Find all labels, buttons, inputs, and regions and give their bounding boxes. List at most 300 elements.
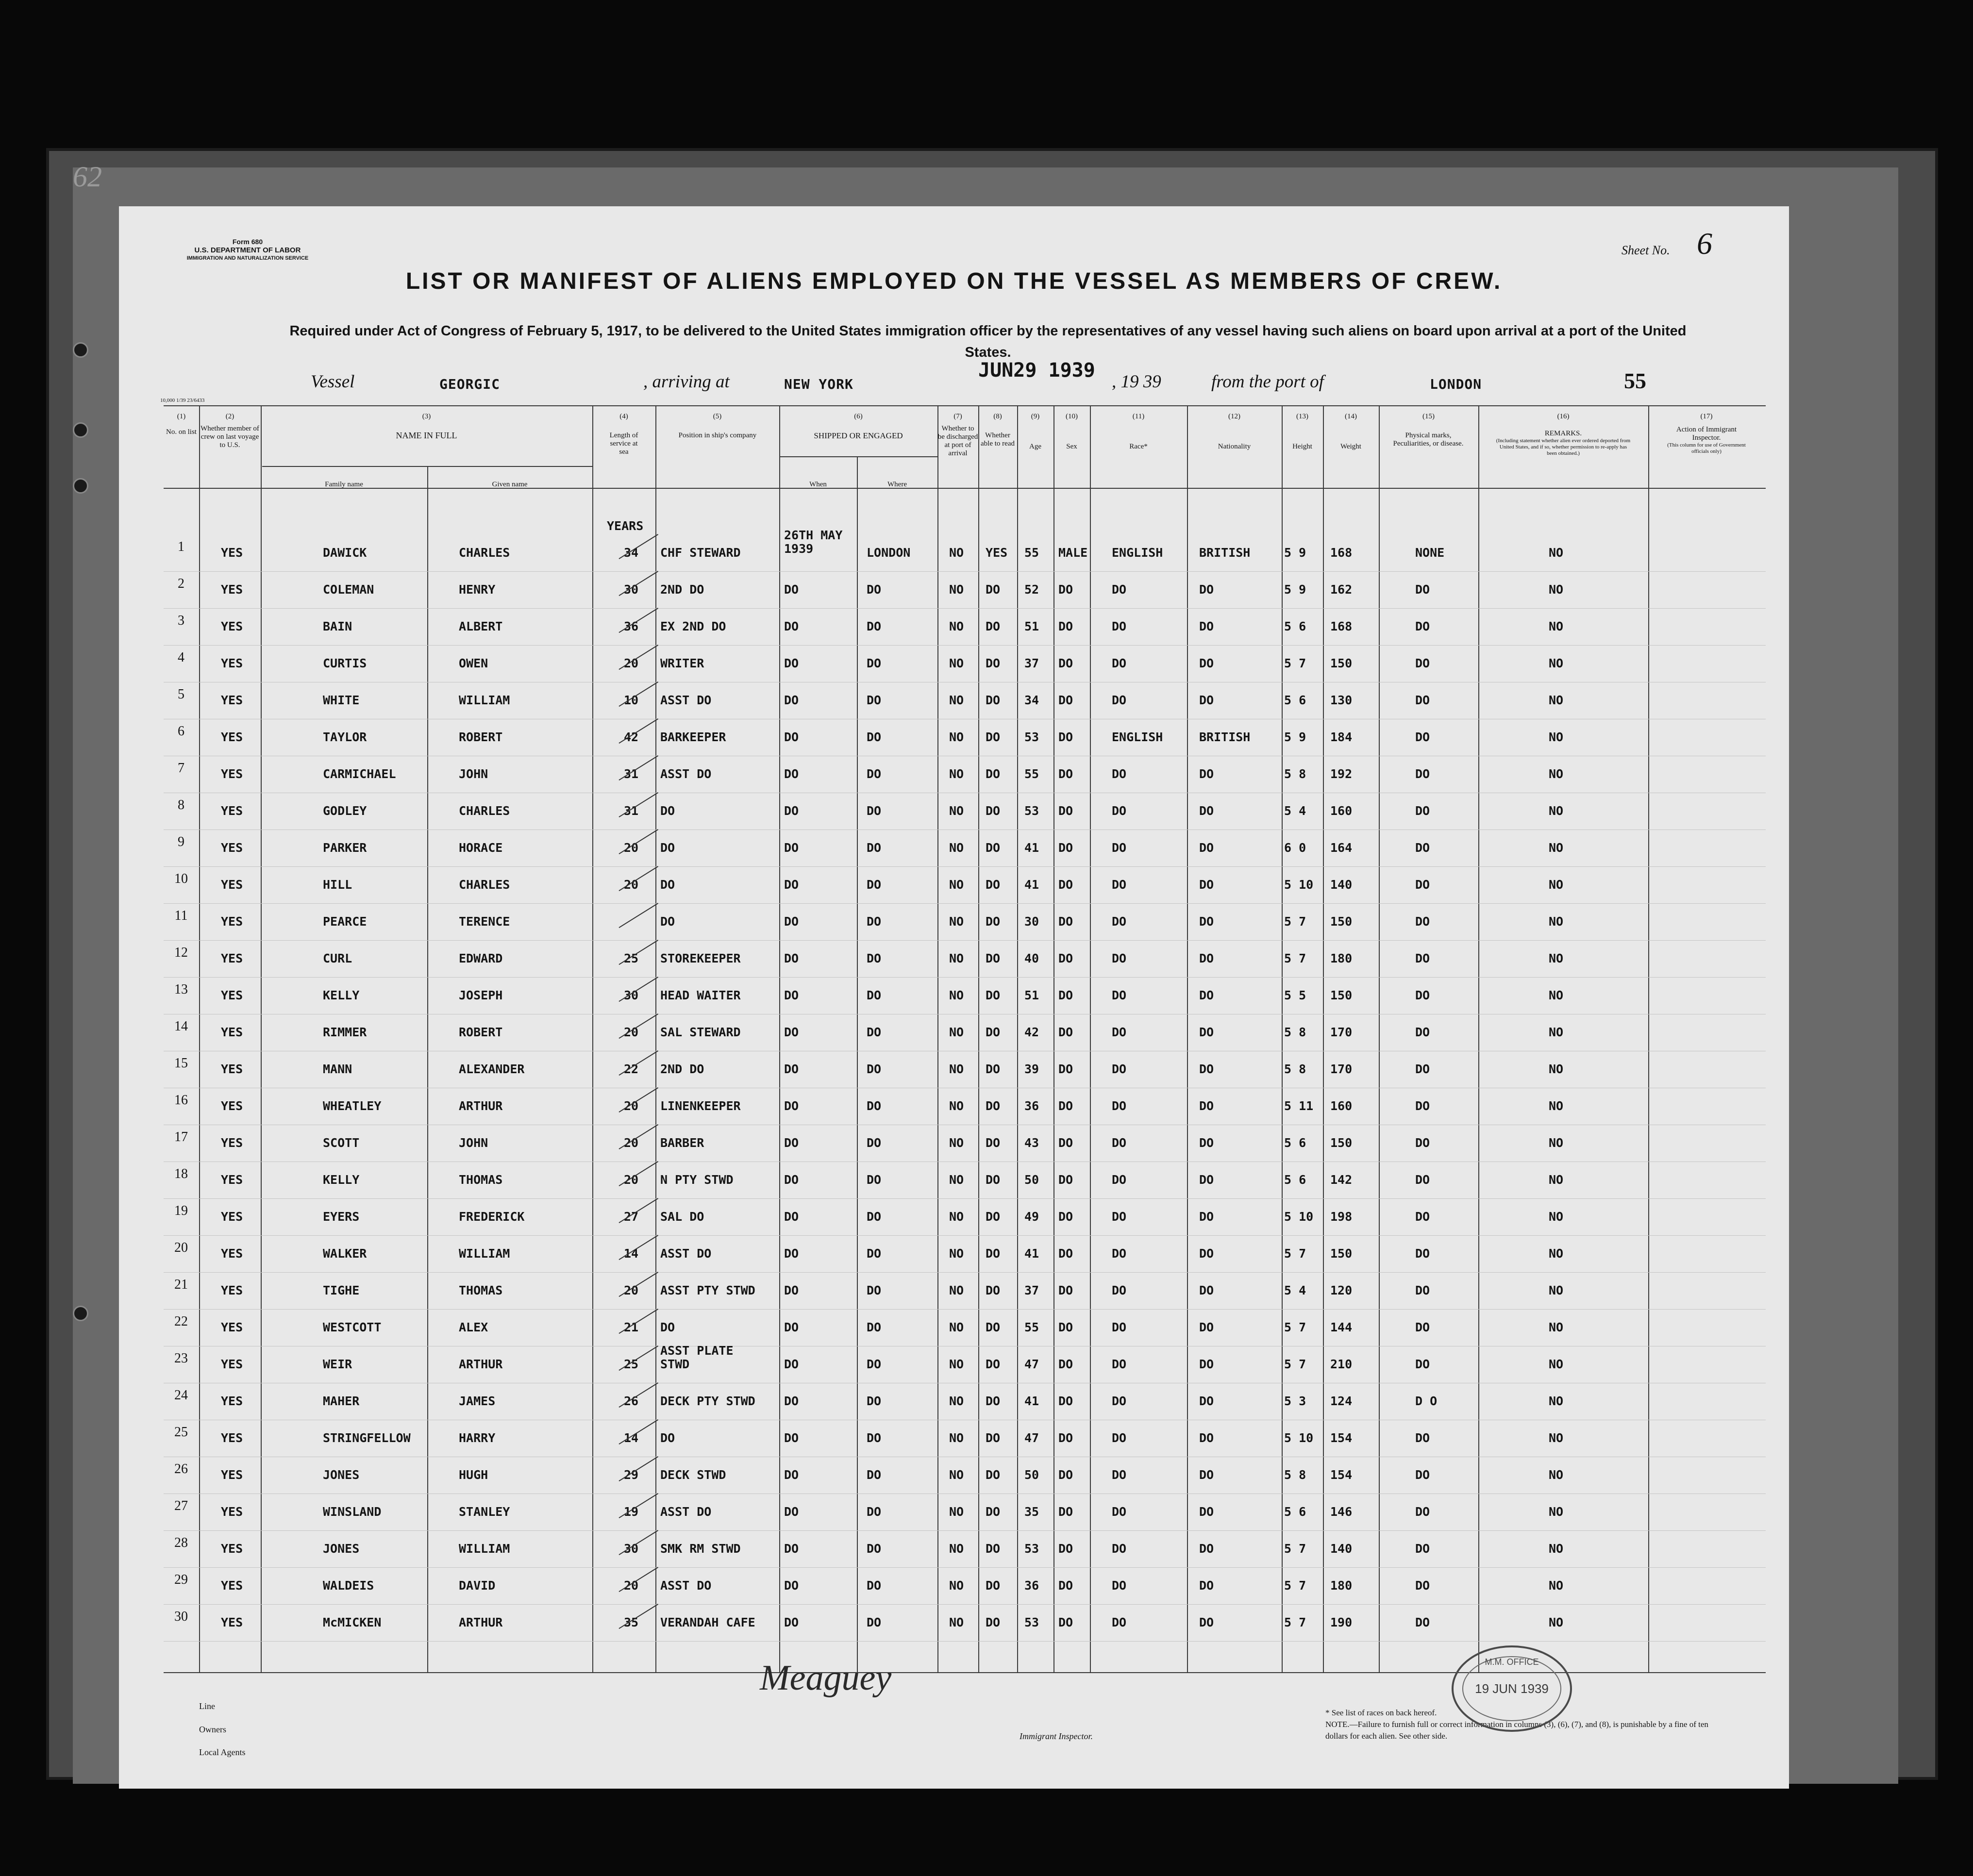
height-cell: 5 6 (1284, 619, 1306, 633)
form-id (184, 238, 311, 263)
given-name-cell: ALBERT (459, 619, 503, 633)
col3-header (261, 413, 592, 440)
service-length-cell: 30 (624, 1542, 639, 1556)
previous-voyage-cell: YES (221, 951, 243, 965)
service-length-cell: 31 (624, 767, 639, 781)
given-name-cell: FREDERICK (459, 1210, 525, 1224)
family-name-cell: TAYLOR (323, 730, 367, 744)
weight-cell: 168 (1330, 546, 1353, 560)
age-cell: 37 (1024, 656, 1039, 670)
position-cell: ASST PTY STWD (660, 1283, 755, 1297)
discharged-cell: NO (949, 804, 964, 818)
physical-marks-cell: DO (1415, 693, 1430, 707)
shipped-when-cell: DO (784, 1394, 799, 1408)
previous-voyage-cell: YES (221, 1062, 243, 1076)
family-name-cell: STRINGFELLOW (323, 1431, 411, 1445)
family-name-cell: PEARCE (323, 914, 367, 929)
remarks-cell: NO (1549, 1578, 1564, 1593)
previous-voyage-cell: YES (221, 1505, 243, 1519)
row-number: 15 (174, 1056, 188, 1071)
nationality-cell: DO (1199, 767, 1214, 781)
sex-cell: DO (1058, 804, 1073, 818)
able-to-read-cell: DO (986, 730, 1001, 744)
age-cell: 36 (1024, 1578, 1039, 1593)
previous-voyage-cell: YES (221, 656, 243, 670)
nationality-cell: DO (1199, 841, 1214, 855)
able-to-read-cell: DO (986, 951, 1001, 965)
physical-marks-cell: DO (1415, 1099, 1430, 1113)
position-cell: DO (660, 878, 675, 892)
office-stamp (1452, 1645, 1572, 1732)
position-cell: DO (660, 804, 675, 818)
height-cell: 5 8 (1284, 767, 1306, 781)
position-cell: ASST DO (660, 1505, 712, 1519)
race-cell: DO (1112, 804, 1127, 818)
shipped-where-cell: DO (867, 841, 882, 855)
nationality-cell: DO (1199, 1468, 1214, 1482)
col2-header (199, 413, 261, 449)
service-length-cell: 20 (624, 656, 639, 670)
previous-voyage-cell: YES (221, 1578, 243, 1593)
col-number: (12) (1228, 413, 1240, 420)
given-name-cell: HARRY (459, 1431, 496, 1445)
position-cell: SMK RM STWD (660, 1542, 741, 1556)
shipped-where-cell: DO (867, 619, 882, 633)
position-cell: N PTY STWD (660, 1173, 734, 1187)
col-divider (978, 405, 979, 1672)
age-cell: 43 (1024, 1136, 1039, 1150)
shipped-when-cell: DO (784, 730, 799, 744)
shipped-where-cell: DO (867, 1099, 882, 1113)
family-name-cell: SCOTT (323, 1136, 360, 1150)
service-length-cell: 42 (624, 730, 639, 744)
family-name-cell: WEIR (323, 1357, 352, 1371)
row-number: 30 (174, 1609, 188, 1624)
height-cell: 5 10 (1284, 878, 1314, 892)
remarks-cell: NO (1549, 730, 1564, 744)
service-length-cell: 36 (624, 619, 639, 633)
remarks-cell: NO (1549, 1505, 1564, 1519)
shipped-where-cell: DO (867, 1357, 882, 1371)
previous-voyage-cell: YES (221, 1099, 243, 1113)
shipped-when-cell: DO (784, 1099, 799, 1113)
owners-label: Owners (199, 1725, 226, 1734)
nationality-cell: BRITISH (1199, 546, 1251, 560)
col7-header (937, 413, 978, 458)
col-number: (16) (1557, 413, 1570, 420)
remarks-cell: NO (1549, 1320, 1564, 1334)
previous-voyage-cell: YES (221, 1025, 243, 1039)
previous-voyage-cell: YES (221, 693, 243, 707)
col-divider (427, 466, 428, 1672)
col1-header (164, 413, 199, 436)
page-subtitle: Required under Act of Congress of February 5, 1917, to be delivered to the United States immigration officer by the representatives of any vessel having such aliens on board upon arrival at a port of the United States. (289, 323, 1687, 360)
arrival-date-stamp: JUN29 1939 (978, 359, 1095, 382)
previous-voyage-cell: YES (221, 1246, 243, 1261)
shipped-when-cell: DO (784, 1062, 799, 1076)
remarks-cell: NO (1549, 546, 1564, 560)
row-number: 20 (174, 1240, 188, 1255)
col17-header (1648, 413, 1765, 455)
service-length-cell: 22 (624, 1062, 639, 1076)
height-cell: 5 7 (1284, 1357, 1306, 1371)
col14-header (1323, 413, 1379, 451)
col-number: (4) (619, 413, 628, 420)
physical-marks-cell: DO (1415, 730, 1430, 744)
table-top-rule (164, 405, 1766, 406)
given-name-cell: JOHN (459, 1136, 488, 1150)
discharged-cell: NO (949, 1283, 964, 1297)
previous-voyage-cell: YES (221, 1394, 243, 1408)
height-cell: 5 6 (1284, 1505, 1306, 1519)
physical-marks-cell: D O (1415, 1394, 1438, 1408)
remarks-cell: NO (1549, 914, 1564, 929)
row-number: 22 (174, 1314, 188, 1329)
age-cell: 42 (1024, 1025, 1039, 1039)
row-number: 13 (174, 982, 188, 997)
remarks-cell: NO (1549, 988, 1564, 1002)
row-rule (164, 1567, 1766, 1568)
row-rule (164, 608, 1766, 609)
row-rule (164, 940, 1766, 941)
col-label: SHIPPED OR ENGAGED (814, 431, 903, 440)
family-name-cell: WHEATLEY (323, 1099, 382, 1113)
family-name-cell: WALKER (323, 1246, 367, 1261)
shipped-where-cell: DO (867, 1210, 882, 1224)
given-name-cell: EDWARD (459, 951, 503, 965)
shipped-when-cell: DO (784, 804, 799, 818)
physical-marks-cell: DO (1415, 914, 1430, 929)
col-number: (13) (1296, 413, 1308, 420)
able-to-read-cell: DO (986, 1431, 1001, 1445)
race-cell: DO (1112, 1578, 1127, 1593)
previous-voyage-cell: YES (221, 878, 243, 892)
given-name-cell: ROBERT (459, 730, 503, 744)
height-cell: 5 4 (1284, 804, 1306, 818)
weight-cell: 210 (1330, 1357, 1353, 1371)
discharged-cell: NO (949, 730, 964, 744)
physical-marks-cell: DO (1415, 951, 1430, 965)
age-cell: 40 (1024, 951, 1039, 965)
able-to-read-cell: DO (986, 804, 1001, 818)
weight-cell: 160 (1330, 804, 1353, 818)
service-length-cell: 20 (624, 1173, 639, 1187)
height-cell: 5 7 (1284, 1615, 1306, 1629)
row-number: 4 (178, 650, 184, 665)
physical-marks-cell: DO (1415, 1542, 1430, 1556)
row-rule (164, 1272, 1766, 1273)
physical-marks-cell: DO (1415, 878, 1430, 892)
able-to-read-cell: DO (986, 1025, 1001, 1039)
physical-marks-cell: DO (1415, 988, 1430, 1002)
family-name-cell: WALDEIS (323, 1578, 374, 1593)
row-number: 1 (178, 539, 184, 554)
row-rule (164, 1235, 1766, 1236)
shipped-when-cell: DO (784, 988, 799, 1002)
shipped-subrule (779, 456, 937, 457)
col12-header (1187, 413, 1282, 451)
col11-header (1090, 413, 1187, 451)
previous-voyage-cell: YES (221, 1431, 243, 1445)
remarks-cell: NO (1549, 1099, 1564, 1113)
weight-cell: 168 (1330, 619, 1353, 633)
nationality-cell: BRITISH (1199, 730, 1251, 744)
given-name-cell: JOHN (459, 767, 488, 781)
position-cell: ASST DO (660, 693, 712, 707)
discharged-cell: NO (949, 1468, 964, 1482)
year-suffix: 39 (1143, 372, 1161, 392)
height-cell: 5 5 (1284, 988, 1306, 1002)
family-name-cell: KELLY (323, 1173, 360, 1187)
race-cell: DO (1112, 1320, 1127, 1334)
col-label: Race* (1129, 443, 1148, 450)
family-name-cell: BAIN (323, 619, 352, 633)
col-divider (937, 405, 938, 1672)
row-rule (164, 1198, 1766, 1199)
weight-cell: 142 (1330, 1173, 1353, 1187)
nationality-cell: DO (1199, 656, 1214, 670)
discharged-cell: NO (949, 1320, 964, 1334)
physical-marks-cell: DO (1415, 1505, 1430, 1519)
position-cell: 2ND DO (660, 582, 704, 597)
remarks-cell: NO (1549, 1468, 1564, 1482)
weight-cell: 140 (1330, 1542, 1353, 1556)
able-to-read-cell: DO (986, 1062, 1001, 1076)
race-cell: DO (1112, 767, 1127, 781)
shipped-when-cell: DO (784, 1320, 799, 1334)
row-number: 10 (174, 871, 188, 886)
given-name-cell: HENRY (459, 582, 496, 597)
col-number: (10) (1066, 413, 1078, 420)
discharged-cell: NO (949, 1210, 964, 1224)
shipped-where-cell: DO (867, 1062, 882, 1076)
sheet-number: 6 (1697, 226, 1712, 261)
given-name-cell: STANLEY (459, 1505, 510, 1519)
col-divider (1323, 405, 1324, 1672)
sex-cell: DO (1058, 878, 1073, 892)
weight-cell: 144 (1330, 1320, 1353, 1334)
col-divider (1648, 405, 1649, 1672)
age-cell: 35 (1024, 1505, 1039, 1519)
discharged-cell: NO (949, 1542, 964, 1556)
discharged-cell: NO (949, 693, 964, 707)
family-name-cell: PARKER (323, 841, 367, 855)
able-to-read-cell: DO (986, 1320, 1001, 1334)
service-length-cell: 30 (624, 988, 639, 1002)
line-label: Line (199, 1701, 215, 1711)
family-name-cell: WHITE (323, 693, 360, 707)
remarks-cell: NO (1549, 878, 1564, 892)
sex-cell: DO (1058, 1283, 1073, 1297)
shipped-where-cell: DO (867, 582, 882, 597)
col-label: NAME IN FULL (396, 431, 457, 440)
weight-cell: 154 (1330, 1468, 1353, 1482)
nationality-cell: DO (1199, 693, 1214, 707)
family-name-cell: COLEMAN (323, 582, 374, 597)
nationality-cell: DO (1199, 878, 1214, 892)
col-number: (9) (1031, 413, 1040, 420)
weight-cell: 170 (1330, 1025, 1353, 1039)
age-cell: 51 (1024, 619, 1039, 633)
physical-marks-cell: DO (1415, 1173, 1430, 1187)
position-cell: DO (660, 1320, 675, 1334)
family-name-cell: KELLY (323, 988, 360, 1002)
able-to-read-cell: DO (986, 1099, 1001, 1113)
row-number: 23 (174, 1351, 188, 1366)
physical-marks-cell: DO (1415, 1062, 1430, 1076)
col-number: (7) (953, 413, 962, 420)
col-number: (8) (993, 413, 1002, 420)
service-length-cell: 26 (624, 1394, 639, 1408)
shipped-when-cell: DO (784, 619, 799, 633)
sex-cell: DO (1058, 951, 1073, 965)
col-number: (3) (422, 413, 431, 420)
able-to-read-cell: DO (986, 914, 1001, 929)
height-cell: 5 7 (1284, 1542, 1306, 1556)
row-number: 28 (174, 1535, 188, 1550)
position-cell: BARKEEPER (660, 730, 726, 744)
weight-cell: 150 (1330, 914, 1353, 929)
binder-hole (73, 478, 88, 494)
row-number: 11 (174, 908, 188, 923)
shipped-when-cell: DO (784, 1615, 799, 1629)
position-cell: DO (660, 841, 675, 855)
discharged-cell: NO (949, 914, 964, 929)
shipped-where-cell: DO (867, 693, 882, 707)
given-name-cell: WILLIAM (459, 1542, 510, 1556)
row-number: 12 (174, 945, 188, 960)
position-cell: EX 2ND DO (660, 619, 726, 633)
sex-cell: DO (1058, 841, 1073, 855)
shipped-where-cell: DO (867, 988, 882, 1002)
col-divider (655, 405, 656, 1672)
weight-cell: 190 (1330, 1615, 1353, 1629)
vessel-name: GEORGIC (439, 376, 501, 392)
discharged-cell: NO (949, 878, 964, 892)
discharged-cell: NO (949, 841, 964, 855)
nationality-cell: DO (1199, 951, 1214, 965)
col-sublabel: (Including statement whether alien ever ordered deported from United States, and if so, whether permission to re-apply has been obtained.) (1496, 438, 1631, 456)
shipped-when-cell: DO (784, 878, 799, 892)
previous-voyage-cell: YES (221, 804, 243, 818)
col-label: Length of service at sea (609, 432, 638, 456)
race-cell: DO (1112, 619, 1127, 633)
able-to-read-cell: DO (986, 1173, 1001, 1187)
shipped-when-cell: DO (784, 1357, 799, 1371)
department-name: U.S. DEPARTMENT OF LABOR (194, 246, 301, 254)
race-cell: DO (1112, 693, 1127, 707)
age-cell: 55 (1024, 1320, 1039, 1334)
nationality-cell: DO (1199, 1210, 1214, 1224)
nationality-cell: DO (1199, 914, 1214, 929)
previous-voyage-cell: YES (221, 619, 243, 633)
race-cell: DO (1112, 988, 1127, 1002)
nationality-cell: DO (1199, 582, 1214, 597)
shipped-when-cell: DO (784, 1542, 799, 1556)
weight-cell: 160 (1330, 1099, 1353, 1113)
race-cell: DO (1112, 878, 1127, 892)
able-to-read-cell: YES (986, 546, 1008, 560)
col13-header (1282, 413, 1323, 451)
col-divider (199, 405, 200, 1672)
service-length-cell: 20 (624, 841, 639, 855)
able-to-read-cell: DO (986, 1505, 1001, 1519)
race-cell: DO (1112, 1394, 1127, 1408)
nationality-cell: DO (1199, 1431, 1214, 1445)
row-number: 27 (174, 1498, 188, 1513)
sex-cell: DO (1058, 914, 1073, 929)
shipped-where-cell: DO (867, 878, 882, 892)
age-cell: 50 (1024, 1173, 1039, 1187)
weight-cell: 180 (1330, 1578, 1353, 1593)
position-cell: ASST DO (660, 767, 712, 781)
age-cell: 53 (1024, 730, 1039, 744)
col-label: Position in ship's company (678, 432, 757, 439)
sex-cell: DO (1058, 582, 1073, 597)
row-number: 2 (178, 576, 184, 591)
col-divider (1090, 405, 1091, 1672)
col-divider (1017, 405, 1018, 1672)
shipped-where-cell: LONDON (867, 546, 911, 560)
local-agents-label: Local Agents (199, 1747, 246, 1757)
remarks-cell: NO (1549, 1246, 1564, 1261)
physical-marks-cell: NONE (1415, 546, 1445, 560)
discharged-cell: NO (949, 656, 964, 670)
physical-marks-cell: DO (1415, 582, 1430, 597)
service-length-cell: 34 (624, 546, 639, 560)
position-cell: ASST DO (660, 1246, 712, 1261)
given-name-cell: DAVID (459, 1578, 496, 1593)
shipped-when-cell: DO (784, 1246, 799, 1261)
given-name-cell: JAMES (459, 1394, 496, 1408)
discharged-cell: NO (949, 1099, 964, 1113)
shipped-where-cell: DO (867, 951, 882, 965)
sex-cell: DO (1058, 1468, 1073, 1482)
service-length-cell: 20 (624, 1283, 639, 1297)
able-to-read-cell: DO (986, 1357, 1001, 1371)
nationality-cell: DO (1199, 1578, 1214, 1593)
remarks-cell: NO (1549, 1431, 1564, 1445)
col-label: REMARKS. (1544, 430, 1582, 437)
weight-cell: 154 (1330, 1431, 1353, 1445)
col-number: (5) (713, 413, 722, 420)
height-cell: 5 6 (1284, 693, 1306, 707)
previous-voyage-cell: YES (221, 730, 243, 744)
previous-voyage-cell: YES (221, 1357, 243, 1371)
sex-cell: DO (1058, 730, 1073, 744)
stamp-office-text: M.M. OFFICE (1485, 1657, 1539, 1667)
able-to-read-cell: DO (986, 767, 1001, 781)
weight-cell: 150 (1330, 988, 1353, 1002)
remarks-cell: NO (1549, 1615, 1564, 1629)
col-number: (1) (177, 413, 186, 420)
discharged-cell: NO (949, 951, 964, 965)
manifest-sheet (119, 206, 1789, 1789)
weight-cell: 180 (1330, 951, 1353, 965)
shipped-where-cell: DO (867, 1468, 882, 1482)
inspector-label: Immigrant Inspector. (1020, 1731, 1093, 1741)
col-divider (1053, 405, 1054, 1672)
col15-header (1379, 413, 1478, 448)
discharged-cell: NO (949, 1431, 964, 1445)
shipped-where-cell: DO (867, 1320, 882, 1334)
sex-cell: DO (1058, 1320, 1073, 1334)
row-rule (164, 571, 1766, 572)
row-number: 29 (174, 1572, 188, 1587)
shipped-where-cell: DO (867, 730, 882, 744)
nationality-cell: DO (1199, 1283, 1214, 1297)
col6-header (779, 413, 937, 440)
